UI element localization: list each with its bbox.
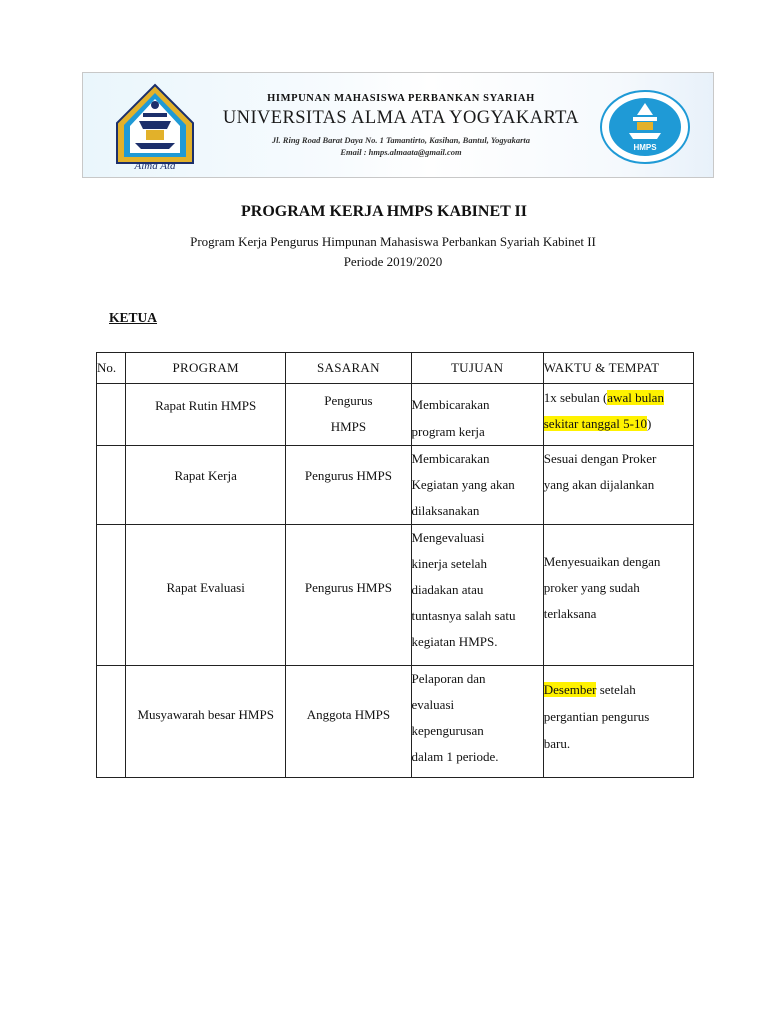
header-sasaran: [286, 353, 411, 384]
waktu-highlight: Desember: [543, 682, 597, 697]
waktu-line: yang akan dijalankan: [543, 477, 655, 492]
cell-sasaran: [286, 666, 411, 778]
cell-no: [97, 525, 126, 666]
letterhead: [82, 72, 714, 178]
cell-waktu: [543, 446, 693, 525]
tujuan-line: Membicarakan: [411, 451, 490, 466]
tujuan-line: dalam 1 periode.: [411, 749, 499, 764]
waktu-text: 1x sebulan (: [543, 390, 608, 405]
waktu-line: terlaksana: [543, 606, 597, 621]
header-tujuan: [411, 353, 543, 384]
table-header-row: [97, 353, 694, 384]
document-period: Periode 2019/2020: [343, 254, 443, 269]
tujuan-line: Pelaporan dan: [411, 671, 486, 686]
section-heading-ketua: KETUA: [109, 310, 158, 325]
waktu-line: proker yang sudah: [543, 580, 640, 595]
logo-left-text: Alma Ata: [134, 160, 176, 171]
alma-ata-logo-icon: [113, 83, 197, 171]
cell-no: [97, 446, 126, 525]
waktu-text: ): [646, 416, 652, 431]
cell-program: [126, 446, 286, 525]
cell-no: [97, 666, 126, 778]
waktu-line: Menyesuaikan dengan: [543, 554, 661, 569]
cell-tujuan: [411, 446, 543, 525]
cell-tujuan: [411, 666, 543, 778]
waktu-line: Sesuai dengan Proker: [543, 451, 657, 466]
waktu-text: setelah: [596, 682, 636, 697]
header-waktu-tempat: WAKTU & TEMPAT: [543, 353, 693, 384]
cell-program: [126, 666, 286, 778]
tujuan-line: kegiatan HMPS.: [411, 634, 498, 649]
program-text: Rapat Rutin HMPS: [155, 398, 257, 413]
table-row: [97, 666, 694, 778]
program-text: Rapat Evaluasi: [166, 580, 245, 595]
header-program: [126, 353, 286, 384]
tujuan-line: evaluasi: [411, 697, 455, 712]
hmps-logo-icon: [599, 89, 691, 165]
tujuan-line: tuntasnya salah satu: [411, 608, 516, 623]
cell-tujuan: [411, 384, 543, 446]
cell-program: [126, 384, 286, 446]
sasaran-text: Pengurus HMPS: [304, 580, 392, 595]
waktu-line: baru.: [543, 736, 571, 751]
cell-program: [126, 525, 286, 666]
sasaran-text: Pengurus HMPS: [304, 468, 392, 483]
cell-sasaran: [286, 384, 411, 446]
program-text: Rapat Kerja: [174, 468, 237, 483]
document-subtitle: Program Kerja Pengurus Himpunan Mahasiswa Perbankan Syariah Kabinet II: [190, 234, 596, 249]
table-row: [97, 384, 694, 446]
tujuan-line: program kerja: [411, 424, 485, 439]
table-row: [97, 525, 694, 666]
waktu-highlight: awal bulan: [607, 390, 664, 405]
header-program-label: PROGRAM: [172, 360, 239, 375]
tujuan-line: kepengurusan: [411, 723, 484, 738]
logo-right-text: HMPS: [633, 143, 657, 152]
table-row: [97, 446, 694, 525]
document-title: PROGRAM KERJA HMPS KABINET II: [241, 203, 527, 220]
tujuan-line: dilaksanakan: [411, 503, 480, 518]
university-name: UNIVERSITAS ALMA ATA YOGYAKARTA: [222, 108, 580, 128]
email: Email : hmps.almaata@gmail.com: [340, 147, 462, 157]
program-table: [96, 352, 694, 778]
sasaran-line: HMPS: [330, 419, 367, 434]
cell-waktu: [543, 666, 693, 778]
tujuan-line: Mengevaluasi: [411, 530, 485, 545]
tujuan-line: kinerja setelah: [411, 556, 487, 571]
cell-sasaran: [286, 446, 411, 525]
cell-no: [97, 384, 126, 446]
tujuan-line: Kegiatan yang akan: [411, 477, 515, 492]
org-name: HIMPUNAN MAHASISWA PERBANKAN SYARIAH: [267, 93, 535, 104]
header-tujuan-label: TUJUAN: [450, 360, 504, 375]
sasaran-text: Anggota HMPS: [306, 707, 391, 722]
program-text: Musyawarah besar HMPS: [137, 707, 274, 722]
waktu-line: pergantian pengurus: [543, 709, 650, 724]
tujuan-line: Membicarakan: [411, 397, 490, 412]
address: Jl. Ring Road Barat Daya No. 1 Tamantirto, Kasihan, Bantul, Yogyakarta: [271, 135, 531, 145]
header-sasaran-label: SASARAN: [317, 360, 380, 375]
sasaran-line: Pengurus: [324, 393, 373, 408]
waktu-highlight: sekitar tanggal 5-10: [543, 416, 647, 431]
header-no: No.: [97, 353, 126, 384]
cell-waktu: [543, 525, 693, 666]
cell-tujuan: [411, 525, 543, 666]
cell-waktu: [543, 384, 693, 446]
cell-sasaran: [286, 525, 411, 666]
tujuan-line: diadakan atau: [411, 582, 484, 597]
